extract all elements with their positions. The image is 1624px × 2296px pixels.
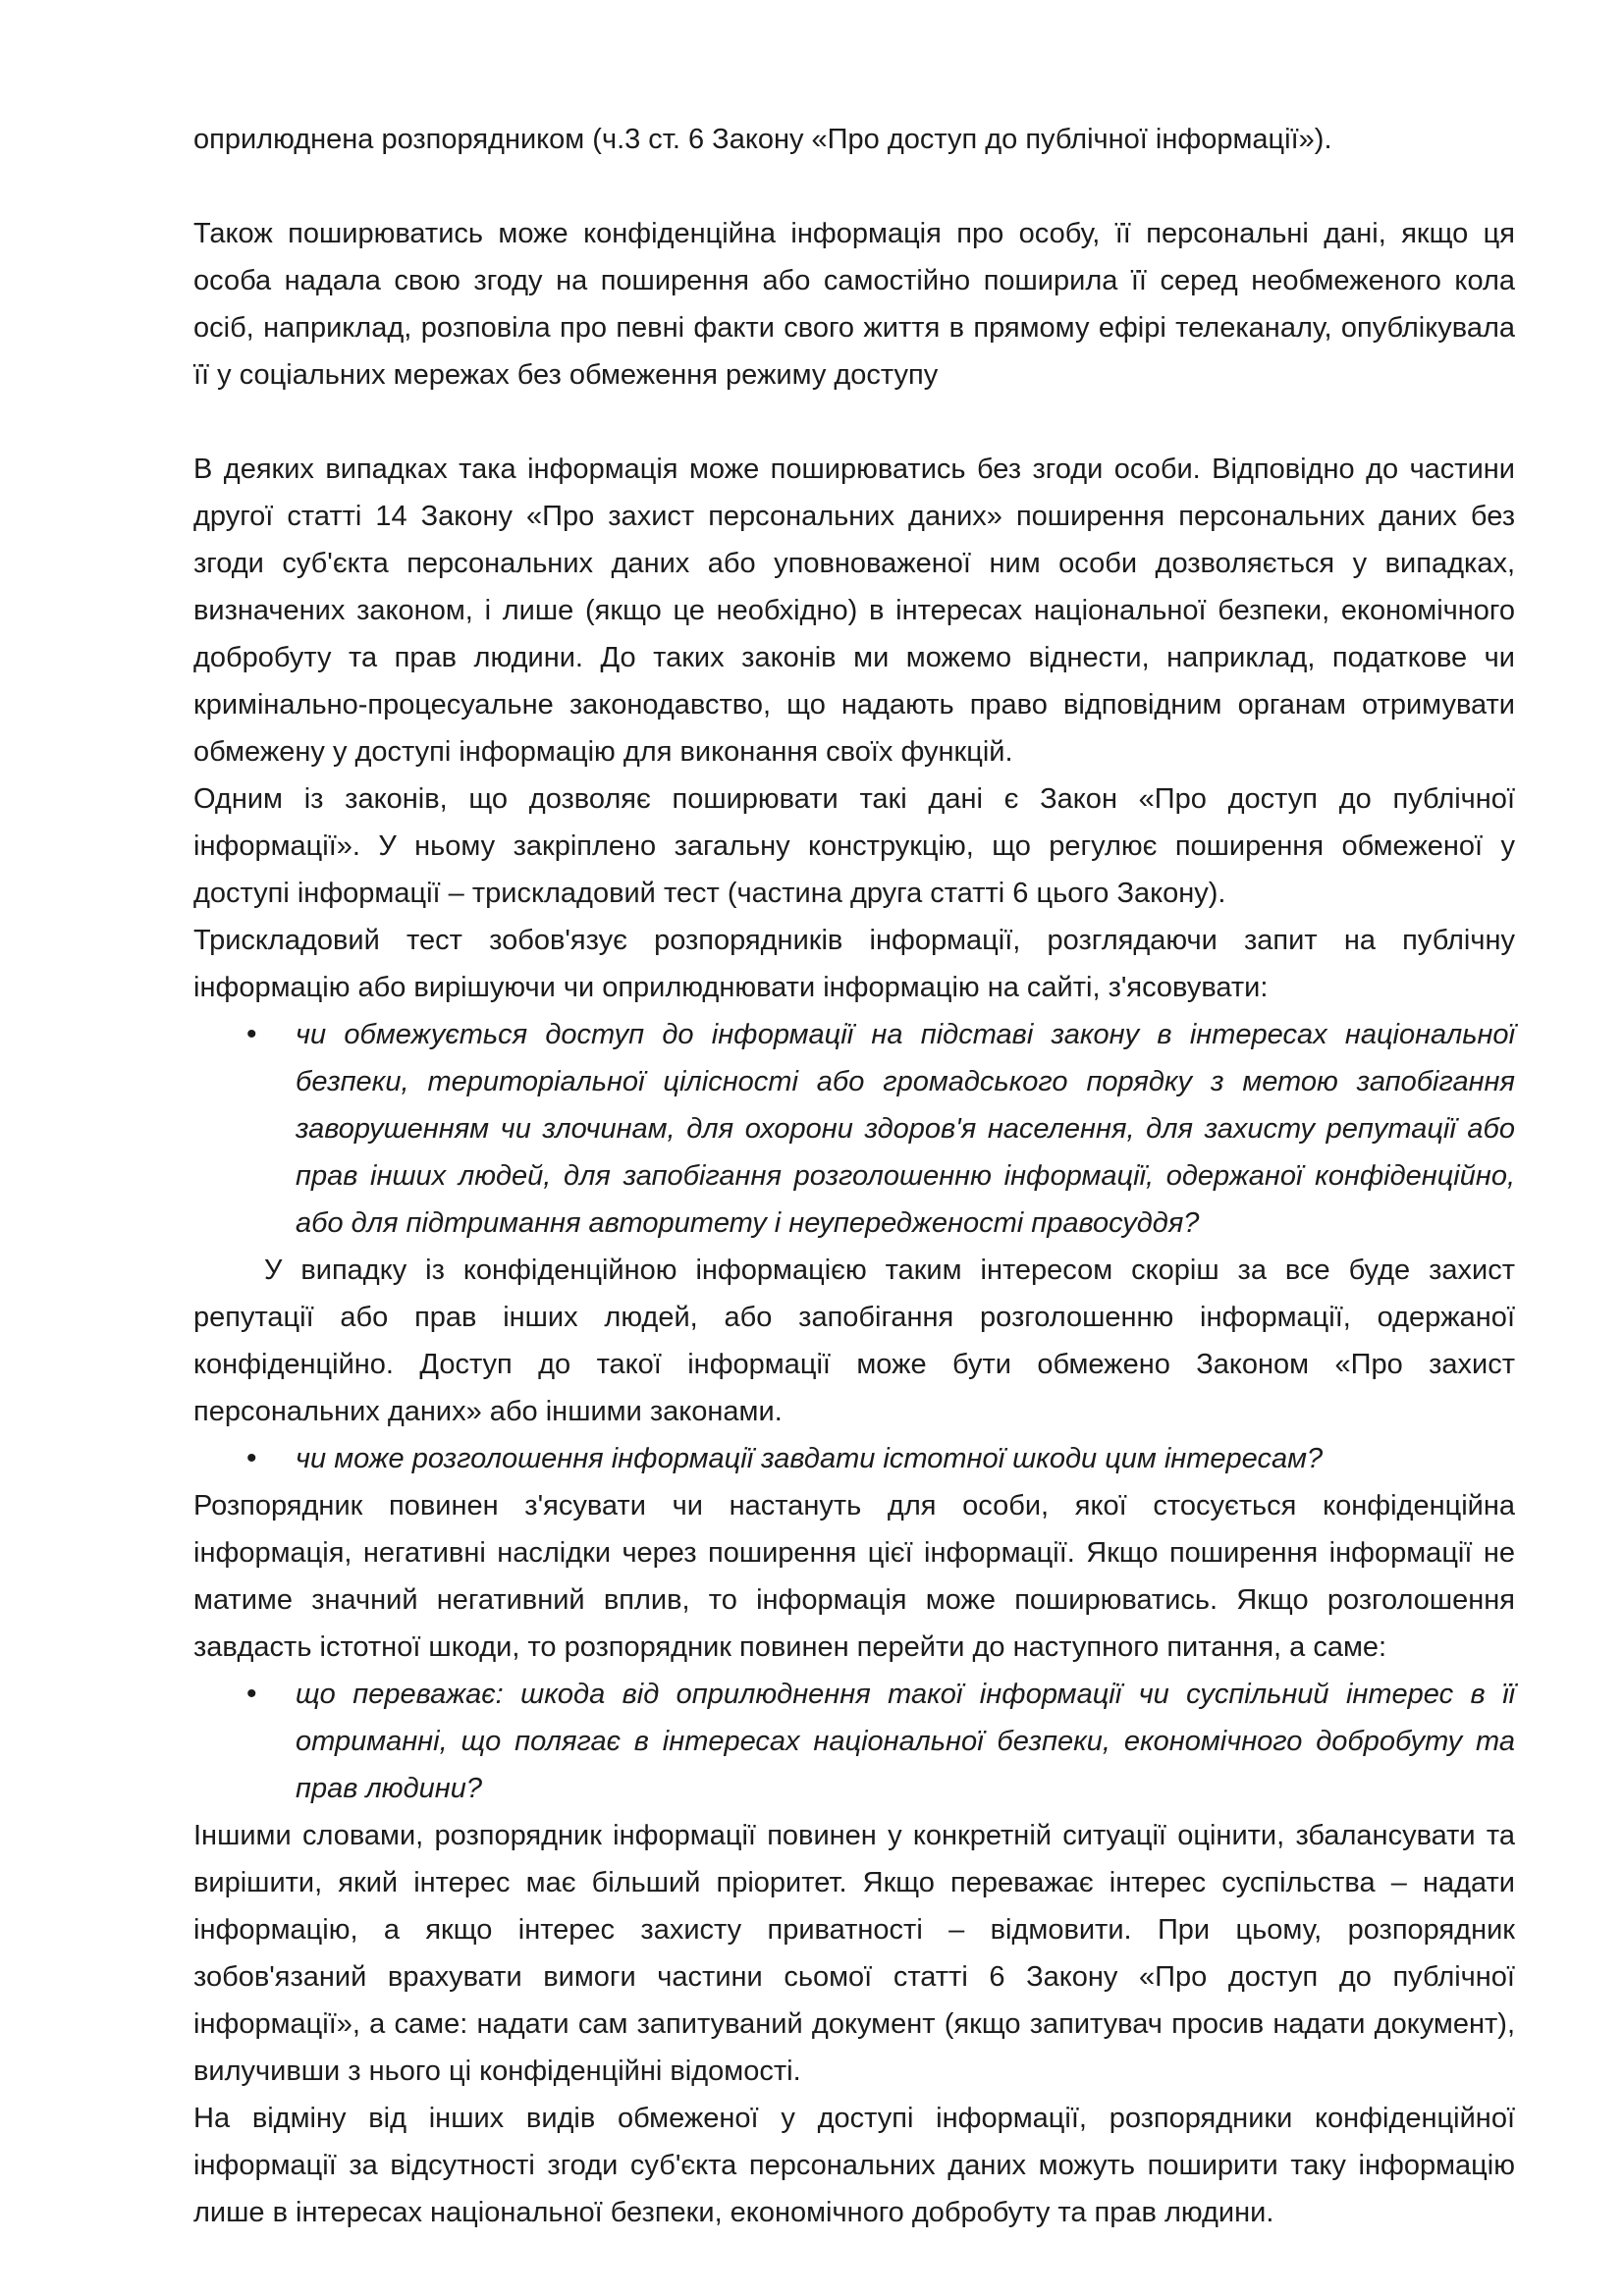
paragraph-without-consent: В деяких випадках така інформація може поширюватись без згоди особи. Відповідно до частини другої статті 14 Закону «Про захист персональних даних» поширення персональних даних без згоди суб'єкта персональних даних або уповноваженої ним особи дозволяється у випадках, визначених законом, і лише (якщо це необхідно) в інтересах національної безпеки, економічного добробуту та прав людини. До таких законів ми можемо віднести, наприклад, податкове чи кримінально-процесуальне законодавство, що надають право відповідним органам отримувати обмежену у доступі інформацію для виконання своїх функцій. (193, 454, 1515, 768)
bullet-item-question-two (246, 1435, 1515, 1482)
bullet-text: що переважає: шкода від оприлюднення такої інформації чи суспільний інтерес в її отриманні, що полягає в інтересах національної безпеки, економічного добробуту та прав людини? (296, 1679, 1515, 1804)
paragraph-confidential-interest: У випадку із конфіденційною інформацією таким інтересом скоріш за все буде захист репутації або прав інших людей, або запобігання розголошенню інформації, одержаної конфіденційно. Доступ до такої інформації може бути обмежено Законом «Про захист персональних даних» або іншими законами. (193, 1255, 1515, 1427)
document-page (193, 116, 1515, 2236)
paragraph-three-part-test-intro: Трискладовий тест зобов'язує розпорядників інформації, розглядаючи запит на публічну інформацію або вирішуючи чи оприлюднювати інформацію на сайті, з'ясовувати: (193, 925, 1515, 1003)
bullet-item-question-three (246, 1671, 1515, 1812)
paragraph-conclusion: На відміну від інших видів обмеженої у доступі інформації, розпорядники конфіденційної інформації за відсутності згоди суб'єкта персональних даних можуть поширити таку інформацію лише в інтересах національної безпеки, економічного добробуту та прав людини. (193, 2103, 1515, 2228)
paragraph-consent-distribution: Також поширюватись може конфіденційна інформація про особу, її персональні дані, якщо ця особа надала свою згоду на поширення або самостійно поширила її серед необмеженого кола осіб, наприклад, розповіла про певні факти свого життя в прямому ефірі телеканалу, опублікувала її у соціальних мережах без обмеження режиму доступу (193, 218, 1515, 391)
paragraph-spacer (193, 399, 1515, 446)
paragraph-spacer (193, 163, 1515, 210)
bullet-icon: • (246, 1442, 257, 1474)
bullet-list-third (193, 1671, 1515, 1812)
bullet-list-second (193, 1435, 1515, 1482)
paragraph-harm-assessment: Розпорядник повинен з'ясувати чи настануть для особи, якої стосується конфіденційна інформація, негативні наслідки через поширення цієї інформації. Якщо поширення інформації не матиме значний негативний вплив, то інформація може поширюватись. Якщо розголошення завдасть істотної шкоди, то розпорядник повинен перейти до наступного питання, а саме: (193, 1490, 1515, 1663)
paragraph-continuation: оприлюднена розпорядником (ч.3 ст. 6 Закону «Про доступ до публічної інформації»). (193, 124, 1332, 155)
bullet-icon: • (246, 1678, 257, 1710)
bullet-list-first (193, 1011, 1515, 1247)
paragraph-access-law: Одним із законів, що дозволяє поширювати такі дані є Закон «Про доступ до публічної інформації». У ньому закріплено загальну конструкцію, що регулює поширення обмеженої у доступі інформації – трискладовий тест (частина друга статті 6 цього Закону). (193, 783, 1515, 909)
bullet-text: чи може розголошення інформації завдати істотної шкоди цим інтересам? (296, 1443, 1324, 1474)
bullet-icon: • (246, 1018, 257, 1050)
bullet-text: чи обмежується доступ до інформації на підставі закону в інтересах національної безпеки, територіальної цілісності або громадського порядку з метою запобігання заворушенням чи злочинам, для охорони здоров'я населення, для захисту репутації або прав інших людей, для запобігання розголошенню інформації, одержаної конфіденційно, або для підтримання авторитету і неупередженості правосуддя? (296, 1019, 1515, 1239)
bullet-item-question-one (246, 1011, 1515, 1247)
paragraph-balance-interests: Іншими словами, розпорядник інформації повинен у конкретній ситуації оцінити, збалансувати та вирішити, який інтерес має більший пріоритет. Якщо переважає інтерес суспільства – надати інформацію, а якщо інтерес захисту приватності – відмовити. При цьому, розпорядник зобов'язаний врахувати вимоги частини сьомої статті 6 Закону «Про доступ до публічної інформації», а саме: надати сам запитуваний документ (якщо запитувач просив надати документ), вилучивши з нього ці конфіденційні відомості. (193, 1820, 1515, 2087)
